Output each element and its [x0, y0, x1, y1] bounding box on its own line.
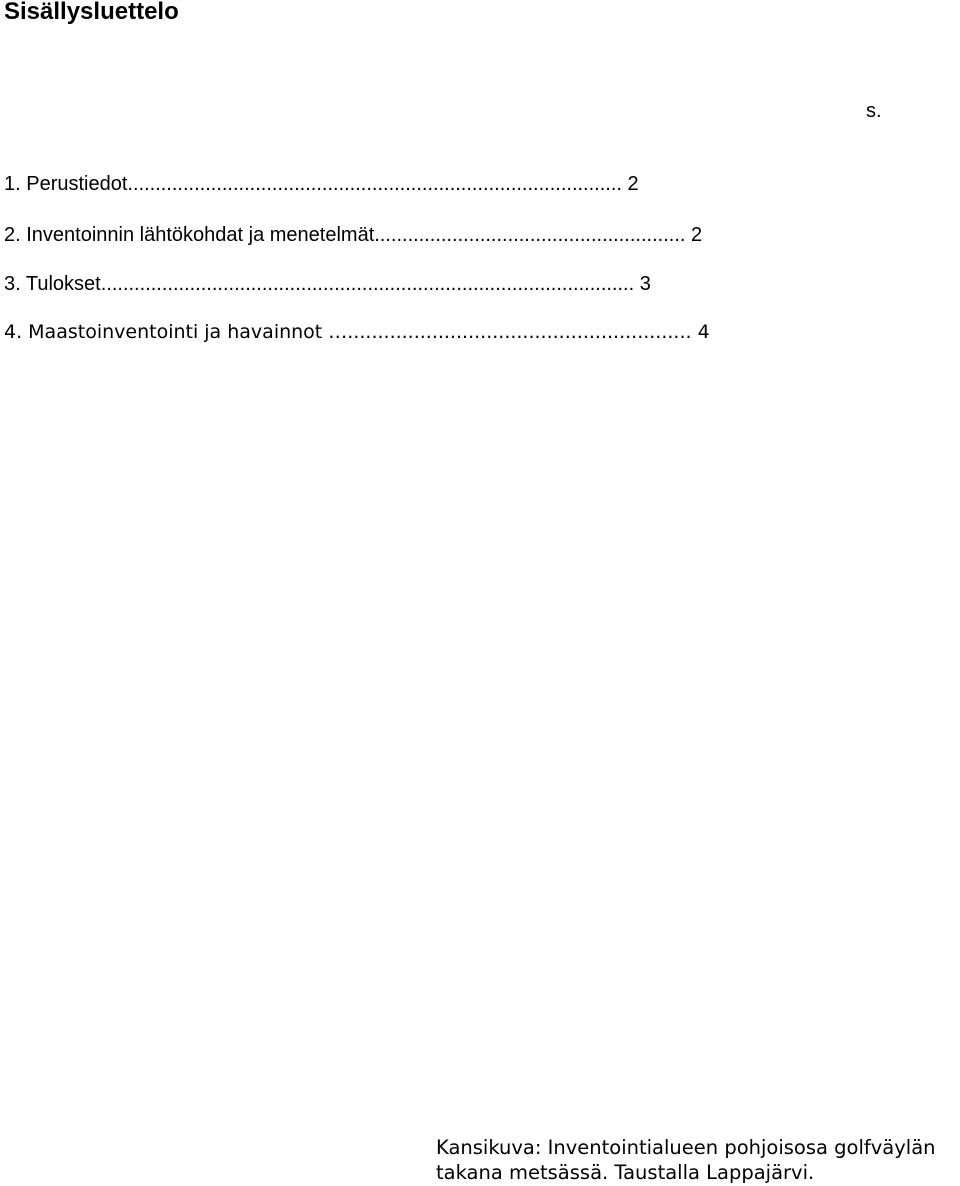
- caption-line-1: Kansikuva: Inventointialueen pohjoisosa golfväylän: [436, 1136, 936, 1159]
- cover-image-caption: [436, 1135, 960, 1185]
- toc-entry-maastoinventointi: 4. Maastoinventointi ja havainnot …......................................................... 4: [4, 321, 710, 343]
- toc-entry-perustiedot: 1. Perustiedot......................................................................................... 2: [4, 173, 639, 195]
- toc-entry-tulokset: 3. Tulokset................................................................................................ 3: [4, 273, 651, 295]
- toc-entry-lahtokohdat: 2. Inventoinnin lähtökohdat ja menetelmät........................................................ 2: [4, 224, 703, 246]
- page-number-column-label: s.: [866, 100, 882, 122]
- caption-line-2: takana metsässä. Taustalla Lappajärvi.: [436, 1161, 815, 1184]
- page-title: Sisällysluettelo: [4, 0, 179, 25]
